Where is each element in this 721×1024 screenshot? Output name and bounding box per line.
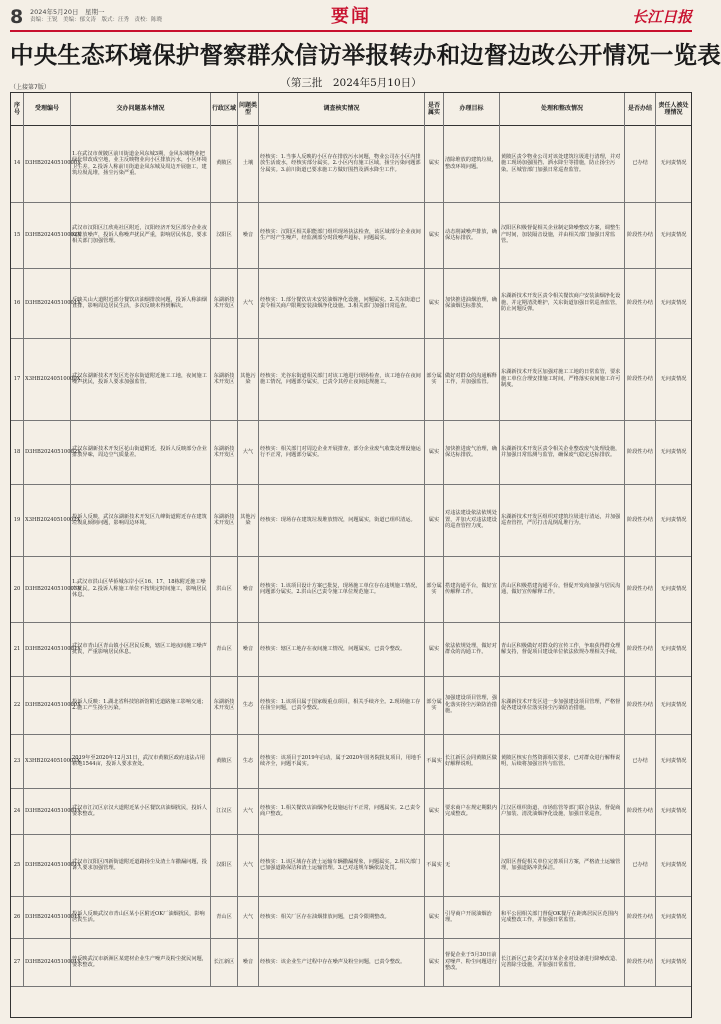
header-cell: 责任人被处理情况 [658, 101, 689, 116]
cell-action: 青山区积极做好对群众的宣传工作，争取获得群众理解支持，督促项目建设单位依法依规办理相关手续。 [500, 622, 625, 676]
table-row [11, 834, 691, 897]
table-row [11, 338, 691, 421]
subhead: （第三批 2024年5月10日） [280, 77, 422, 89]
section-title: 要闻 [331, 6, 371, 27]
cell-district: 东湖新技术开发区 [211, 268, 238, 338]
cell-type: 噪音 [238, 202, 259, 268]
headline: 中央生态环境保护督察群众信访举报转办和边督边改公开情况一览表 [10, 41, 721, 69]
cell-true: 部分属实 [425, 338, 444, 420]
cell-verify: 经核实：相关厂区存在油烟排放问题，已责令限期整改。 [259, 896, 425, 938]
cell-type: 大气 [238, 834, 259, 896]
cell-people: 无问责情况 [660, 585, 687, 592]
cell-true: 属实 [425, 622, 444, 676]
cell-issue: 反映关山大道附近部分餐饮店油烟排放问题，投诉人称油烟直排，影响周边居民生活，多次反映未得到解决。 [71, 268, 211, 338]
cell-issue: 1.武汉市洪山区华侨城东岸小区16、17、18栋附近施工噪声扰民。2.投诉人称施工单位不按规定时间施工，影响居民休息。 [71, 556, 211, 622]
cell-done: 阶段性办结 [625, 420, 656, 484]
page-number: 8 [10, 6, 24, 28]
cell-verify: 经核实：该项目于2019年启动，属于2020年国务院批复项目，用地手续齐全，问题不属实。 [259, 734, 425, 788]
cell-district: 东湖新技术开发区 [211, 420, 238, 484]
cell-action: 和平公园相关部门督促OK餐厅在距离居民区范围内完成整改工作，并加强日常监管。 [500, 896, 625, 938]
cell-id: X3HB20240510002X [24, 484, 71, 556]
cell-verify: 经核实：1.该项目属于国家级重点项目，相关手续齐全。2.现场施工存在扬尘问题，已责令整改。 [259, 676, 425, 734]
cell-type: 土壤 [238, 125, 259, 202]
cell-issue: 投诉人反映：1.湖北省科技馆新馆附近道路施工影响交通；2.施工产生扬尘污染。 [71, 676, 211, 734]
cell-verify: 经核实：1.该区域存在渣土运输车辆撒漏现象，问题属实。2.相关部门已加强道路保洁和渣土运输管理。3.已对违规车辆依法处罚。 [259, 834, 425, 896]
cell-people: 无问责情况 [660, 645, 687, 652]
cell-no: 22 [11, 676, 24, 734]
cell-target: 加快推进废气治理，确保达标排放。 [444, 420, 500, 484]
date-line: 2024年5月20日 星期一 [30, 8, 105, 16]
cell-true: 属实 [425, 268, 444, 338]
cell-true: 不属实 [425, 834, 444, 896]
cell-target: 依法依规处理，做好对群众的沟通工作。 [444, 622, 500, 676]
cell-district: 黄陂区 [211, 125, 238, 202]
table-row [11, 556, 691, 623]
cell-people: 无问责情况 [660, 958, 687, 965]
cell-true: 属实 [425, 938, 444, 986]
cell-district: 青山区 [211, 622, 238, 676]
header-cell: 办理目标 [444, 93, 500, 125]
cell-type: 其他污染 [238, 338, 259, 420]
cell-target: 引导商户开展油烟治理。 [444, 896, 500, 938]
cell-no: 21 [11, 622, 24, 676]
cell-people: 无问责情况 [660, 757, 687, 764]
cell-target: 做好对群众的沟通解释工作，并加强监管。 [444, 338, 500, 420]
header-cell: 行政区域 [211, 93, 238, 125]
cell-people: 无问责情况 [660, 448, 687, 455]
cell-verify: 经核实：1.部分餐饮店未安装油烟净化设施，问题属实。2.关东街道已责令相关商户限期安装油烟净化设施。3.相关部门加强日常巡查。 [259, 268, 425, 338]
header-cell: 调查核实情况 [259, 93, 425, 125]
cell-done: 阶段性办结 [625, 896, 656, 938]
cell-district: 东湖新技术开发区 [211, 338, 238, 420]
cell-action: 东湖新技术开发区加强对施工工地的日常监管，要求施工单位合理安排施工时间，严格落实夜间施工许可制度。 [500, 338, 625, 420]
cell-action: 江汉区组织街道、市场监管等部门联合执法，督促商户加装、清洗油烟净化设施，加强日常巡查。 [500, 788, 625, 834]
cell-district: 江汉区 [211, 788, 238, 834]
cell-type: 其他污染 [238, 484, 259, 556]
cell-target: 加快推进油烟治理，确保油烟达标排放。 [444, 268, 500, 338]
cell-id: D3HB20240510002X [24, 420, 71, 484]
cell-people: 无问责情况 [660, 913, 687, 920]
cell-no: 18 [11, 420, 24, 484]
cell-district: 汉阳区 [211, 202, 238, 268]
cell-people: 无问责情况 [660, 375, 687, 382]
cell-type: 大气 [238, 420, 259, 484]
header-cell: 处理和整改情况 [500, 93, 625, 125]
table-row [11, 734, 691, 789]
cell-verify: 经核实：光谷东街道相关部门对该工地进行现场检查，该工地存在夜间施工情况，问题部分属实，已责令其停止夜间违规施工。 [259, 338, 425, 420]
cell-type: 噪音 [238, 556, 259, 622]
table-row [11, 896, 691, 939]
cell-issue: 投诉人反映武汉市青山区某小区附近OK厂油烟扰民，影响居民生活。 [71, 896, 211, 938]
cell-id: D3HB20240510001X [24, 268, 71, 338]
cell-no: 26 [11, 896, 24, 938]
cell-action: 东湖新技术开发区进一步加强建设项目管理，严格督促各建设单位落实扬尘污染防治措施。 [500, 676, 625, 734]
cell-action: 黄陂区核实自然资源相关要求，已对群众进行解释说明，后续将加强宣传与监管。 [500, 734, 625, 788]
cell-done: 阶段性办结 [625, 202, 656, 268]
cell-action: 东湖新技术开发区责令相关餐饮商户安装油烟净化设施，并定期清洗维护，关东街道加强日常巡查监管，防止问题反弹。 [500, 268, 625, 338]
table-row [11, 788, 691, 835]
header-cell: 问题类型 [238, 93, 259, 125]
cell-target: 加强建设项目管理，强化落实扬尘污染防治措施。 [444, 676, 500, 734]
cell-true: 部分属实 [425, 676, 444, 734]
cell-true: 属实 [425, 484, 444, 556]
header-cell: 是否属实 [425, 93, 444, 125]
cell-district: 汉阳区 [211, 834, 238, 896]
cell-done: 阶段性办结 [625, 676, 656, 734]
cell-target: 动态削减噪声排放，确保达标排放。 [444, 202, 500, 268]
masthead-rule [10, 30, 692, 32]
source-note: （上接第7版） [10, 84, 50, 91]
table-row [11, 484, 691, 557]
report-table [10, 92, 692, 1018]
cell-type: 大气 [238, 788, 259, 834]
cell-issue: 1.在武汉市黄陂区前川街道金风东城3期，金风东城物业把绿化带改成空地，业主反映物业向小区排放污水，小区环境卫生差。2.投诉人称前川街道金凤东城及周边开展施工，建筑垃圾乱堆，扬尘污染严重。 [71, 125, 211, 202]
cell-verify: 经核实：1.相关餐饮店油烟净化设施运行不正常，问题属实。2.已责令商户整改。 [259, 788, 425, 834]
cell-issue: 武汉市青山区青山镇小区居民反映，辖区工地夜间施工噪声扰民，严重影响居民休息。 [71, 622, 211, 676]
cell-district: 东湖新技术开发区 [211, 676, 238, 734]
paper-logo: 长江日报 [631, 8, 692, 26]
cell-target: 长江新区会同黄陂区做好解释说明。 [444, 734, 500, 788]
cell-done: 阶段性办结 [625, 788, 656, 834]
cell-issue: 投诉人反映，武汉东湖新技术开发区九峰街道附近存在建筑垃圾乱倾倒问题，影响周边环境。 [71, 484, 211, 556]
cell-done: 阶段性办结 [625, 938, 656, 986]
cell-done: 阶段性办结 [625, 622, 656, 676]
cell-id: D3HB20240510003X [24, 556, 71, 622]
cell-action: 黄陂区责令物业公司对该处建筑垃圾进行清理，并对施工现场加强围挡、洒水降尘等措施，防止扬尘污染。区城管部门加强日常巡查监管。 [500, 125, 625, 202]
staff-line: 责编：王锐 美编：郁文涛 版式：汪秀 责校：陈晓 [30, 17, 163, 23]
cell-true: 部分属实 [425, 556, 444, 622]
table-row [11, 125, 691, 203]
cell-district: 长江新区 [211, 938, 238, 986]
cell-true: 属实 [425, 125, 444, 202]
cell-action: 东湖新技术开发区责令相关企业整改废气处理设施，并加强日常监测与监管，确保废气稳定达标排放。 [500, 420, 625, 484]
cell-type: 生态 [238, 676, 259, 734]
cell-id: D3HB20240510002X [24, 202, 71, 268]
table-row [11, 268, 691, 339]
cell-no: 24 [11, 788, 24, 834]
cell-action: 东湖新技术开发区组织对建筑垃圾进行清运，并加强巡查管控，严厉打击乱倒乱堆行为。 [500, 484, 625, 556]
cell-no: 27 [11, 938, 24, 986]
cell-verify: 经核实：辖区工地存在夜间施工情况，问题属实，已责令整改。 [259, 622, 425, 676]
cell-id: D3HB20240510001X [24, 834, 71, 896]
cell-action: 汉阳区积极督促相关企业制定降噪整改方案，调整生产时间，加装隔音设施，并由相关部门加强日常监管。 [500, 202, 625, 268]
cell-done: 已办结 [625, 734, 656, 788]
cell-done: 已办结 [625, 834, 656, 896]
cell-id: D3HB20240510000X [24, 676, 71, 734]
cell-target: 无 [444, 834, 500, 896]
header-cell: 是否办结 [625, 93, 656, 125]
cell-verify: 经核实：相关部门对周边企业开展排查，部分企业废气收集处理设施运行不正常，问题部分属实。 [259, 420, 425, 484]
cell-id: D3HB20240510001X [24, 896, 71, 938]
table-row [11, 420, 691, 485]
cell-done: 阶段性办结 [625, 484, 656, 556]
cell-true: 属实 [425, 896, 444, 938]
cell-district: 黄陂区 [211, 734, 238, 788]
cell-people: 无问责情况 [660, 231, 687, 238]
cell-done: 阶段性办结 [625, 338, 656, 420]
cell-type: 噪音 [238, 938, 259, 986]
cell-done: 阶段性办结 [625, 268, 656, 338]
cell-type: 大气 [238, 896, 259, 938]
cell-issue: 曾反映武汉市新洲区某建材企业生产噪声及粉尘扰民问题，要求整改。 [71, 938, 211, 986]
cell-verify: 经核实：汉阳区相关职能部门组织现场执法检查，该区域部分企业夜间生产时产生噪声，经监测部分时段噪声超标，问题属实。 [259, 202, 425, 268]
cell-true: 不属实 [425, 734, 444, 788]
table-header [11, 93, 691, 126]
cell-true: 属实 [425, 420, 444, 484]
cell-id: X3HB20240510001X [24, 734, 71, 788]
cell-verify: 经核实：现场存在建筑垃圾堆放情况，问题属实，街道已组织清运。 [259, 484, 425, 556]
cell-issue: 武汉市江汉区京汉大道附近某小区餐饮店油烟扰民，投诉人要求整改。 [71, 788, 211, 834]
cell-no: 15 [11, 202, 24, 268]
cell-type: 大气 [238, 268, 259, 338]
cell-people: 无问责情况 [660, 160, 687, 167]
cell-done: 阶段性办结 [625, 556, 656, 622]
table-row [11, 622, 691, 677]
cell-target: 清除堆放的建筑垃圾，整改环境问题。 [444, 125, 500, 202]
cell-no: 16 [11, 268, 24, 338]
cell-verify: 经核实：1.当事人反映的小区存在排放污水问题，物业公司在小区内排放生活废水，经核实部分属实。2.小区内有施工区域，扬尘污染问题部分属实。3.前川街道已要求施工方做好围挡及洒水降尘工作。 [259, 125, 425, 202]
cell-issue: 武汉市汉阳区江欣苑社区附近，汉阳经济开发区部分企业夜间排放噪声，投诉人称噪声扰民严重，影响居民休息，要求相关部门加强管理。 [71, 202, 211, 268]
cell-no: 25 [11, 834, 24, 896]
cell-target: 对违法建设依法依规处置，并加大对违法建设的巡查管控力度。 [444, 484, 500, 556]
cell-target: 搭建沟通平台，做好宣传解释工作。 [444, 556, 500, 622]
cell-no: 17 [11, 338, 24, 420]
cell-verify: 经核实：该企业生产过程中存在噪声及粉尘问题，已责令整改。 [259, 938, 425, 986]
cell-district: 东湖新技术开发区 [211, 484, 238, 556]
cell-people: 无问责情况 [660, 299, 687, 306]
cell-id: D3HB20240510001X [24, 622, 71, 676]
newspaper-page [10, 6, 721, 1018]
cell-no: 20 [11, 556, 24, 622]
cell-type: 生态 [238, 734, 259, 788]
cell-people: 无问责情况 [660, 701, 687, 708]
header-cell: 受理编号 [24, 93, 71, 125]
table-row [11, 202, 691, 269]
cell-true: 属实 [425, 202, 444, 268]
cell-target: 要求商户在规定期限内完成整改。 [444, 788, 500, 834]
cell-no: 19 [11, 484, 24, 556]
cell-issue: 武汉东湖新技术开发区花山街道附近，投诉人反映部分企业排放异味，周边空气质量差。 [71, 420, 211, 484]
cell-people: 无问责情况 [660, 861, 687, 868]
cell-people: 无问责情况 [660, 807, 687, 814]
cell-id: D3HB20240510001X [24, 938, 71, 986]
cell-id: X3HB20240510000X [24, 338, 71, 420]
cell-action: 洪山区积极搭建沟通平台，督促开发商加强与居民沟通，做好宣传解释工作。 [500, 556, 625, 622]
cell-verify: 经核实：1.该项目设计方案已批复，现场施工单位存在违规施工情况，问题部分属实。2.洪山区已责令施工单位规范施工。 [259, 556, 425, 622]
header-cell: 序号 [11, 93, 24, 125]
cell-id: D3HB20240510001X [24, 788, 71, 834]
cell-type: 噪音 [238, 622, 259, 676]
cell-done: 已办结 [625, 125, 656, 202]
cell-true: 属实 [425, 788, 444, 834]
cell-issue: 武汉市汉阳区四新街道附近道路扬尘及渣土车撒漏问题，投诉人要求加强管理。 [71, 834, 211, 896]
table-row [11, 938, 691, 987]
cell-id: D3HB20240510000X [24, 125, 71, 202]
cell-no: 23 [11, 734, 24, 788]
table-row [11, 676, 691, 735]
cell-issue: 武汉东湖新技术开发区光谷东街道附近施工工地，夜间施工噪声扰民，投诉人要求加强监管。 [71, 338, 211, 420]
cell-no: 14 [11, 125, 24, 202]
cell-action: 长江新区已责令武汉市某企业对设备进行降噪改造、完善除尘设施，并加强日常监管。 [500, 938, 625, 986]
cell-people: 无问责情况 [660, 516, 687, 523]
cell-district: 青山区 [211, 896, 238, 938]
cell-district: 洪山区 [211, 556, 238, 622]
cell-target: 督促企业于5月30日前对噪声、粉尘问题进行整改。 [444, 938, 500, 986]
cell-issue: 2019年至2020年12月31日，武汉市黄陂区政府违法占用耕地1544亩，投诉人要求查处。 [71, 734, 211, 788]
header-cell: 交办问题基本情况 [71, 93, 211, 125]
cell-action: 汉阳区督促相关单位完善项目方案，严格渣土运输管理，加强道路冲洗保洁。 [500, 834, 625, 896]
